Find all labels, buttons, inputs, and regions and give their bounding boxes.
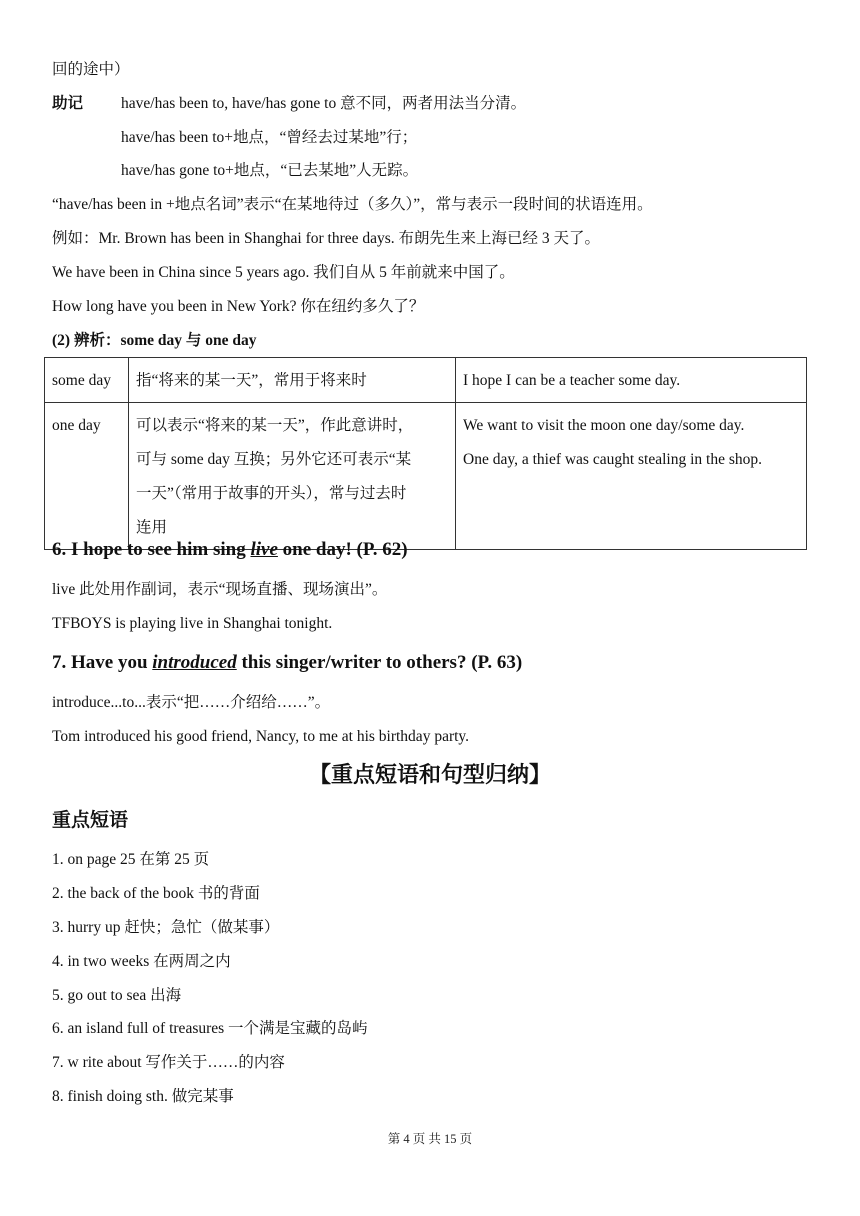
note-text: live 此处用作副词，表示“现场直播、现场演出”。 xyxy=(52,581,388,598)
table-cell-example xyxy=(456,358,807,403)
heading-keyword: live xyxy=(250,539,278,560)
phrase-item: 8. finish doing sth. 做完某事 xyxy=(52,1088,234,1105)
phrase-item: 6. an island full of treasures 一个满是宝藏的岛屿 xyxy=(52,1020,368,1037)
phrases-title: 重点短语 xyxy=(52,809,129,831)
heading-text: 6. I hope to see him sing xyxy=(52,539,251,560)
heading-text: one day! (P. 62) xyxy=(277,539,408,560)
table-cell-term: one day xyxy=(45,403,129,550)
example-sentence: TFBOYS is playing live in Shanghai tonight. xyxy=(52,615,333,632)
heading-text: 7. Have you xyxy=(52,652,153,673)
phrase-item: 4. in two weeks 在两周之内 xyxy=(52,953,231,970)
heading-text: this singer/writer to others? (P. 63) xyxy=(236,652,523,673)
phrase-item: 1. on page 25 在第 25 页 xyxy=(52,851,210,868)
page-footer: 第 4 页 共 15 页 xyxy=(387,1132,473,1146)
text-line: 回的途中） xyxy=(52,61,130,78)
comparison-table xyxy=(44,357,807,550)
cell-line: 可与 some day 互换；另外它还可表示“某 xyxy=(136,451,412,468)
rule-text: “have/has been in +地点名词”表示“在某地待过（多久）”，常与表示一段时间的状语连用。 xyxy=(52,196,653,213)
example-sentence: Tom introduced his good friend, Nancy, to me at his birthday party. xyxy=(52,728,470,745)
phrase-item: 5. go out to sea 出海 xyxy=(52,987,182,1004)
table-cell-term: some day xyxy=(45,358,129,403)
subheading: (2) 辨析：some day 与 one day xyxy=(52,332,257,349)
table-row xyxy=(45,358,807,403)
cell-line: I hope I can be a teacher some day. xyxy=(463,372,681,389)
mnemonic-line: have/has gone to+地点，“已去某地”人无踪。 xyxy=(121,162,419,179)
note-text: introduce...to...表示“把……介绍给……”。 xyxy=(52,694,331,711)
example-sentence: We have been in China since 5 years ago. 我们自从 5 年前就来中国了。 xyxy=(52,264,515,281)
mnemonic-label: 助记 xyxy=(52,95,84,112)
phrase-item: 7. w rite about 写作关于……的内容 xyxy=(52,1054,285,1071)
mnemonic-line xyxy=(52,94,526,114)
mnemonic-line: have/has been to+地点，“曾经去过某地”行； xyxy=(121,129,418,146)
cell-line: 指“将来的某一天”，常用于将来时 xyxy=(136,372,367,389)
table-row xyxy=(45,403,807,550)
table-cell-meaning xyxy=(129,358,456,403)
mnemonic-text: have/has been to, have/has gone to 意不同，两者用法当分清。 xyxy=(121,95,527,112)
table-cell-example xyxy=(456,403,807,550)
cell-line: One day, a thief was caught stealing in the shop. xyxy=(463,451,763,468)
cell-line: 可以表示“将来的某一天”，作此意讲时， xyxy=(136,417,414,434)
summary-title: 【重点短语和句型归纳】 xyxy=(308,763,551,788)
cell-line: 一天”（常用于故事的开头），常与过去时 xyxy=(136,485,407,502)
table-cell-meaning xyxy=(129,403,456,550)
heading-keyword: introduced xyxy=(152,652,237,673)
cell-line: We want to visit the moon one day/some day. xyxy=(463,417,745,434)
section-heading-7 xyxy=(52,651,522,675)
phrase-item: 3. hurry up 赶快；急忙（做某事） xyxy=(52,919,280,936)
phrase-item: 2. the back of the book 书的背面 xyxy=(52,885,260,902)
section-heading-6 xyxy=(52,538,408,562)
cell-line: 连用 xyxy=(136,519,168,536)
example-sentence: How long have you been in New York? 你在纽约多久了？ xyxy=(52,298,425,315)
example-sentence: 例如：Mr. Brown has been in Shanghai for three days. 布朗先生来上海已经 3 天了。 xyxy=(52,230,601,247)
